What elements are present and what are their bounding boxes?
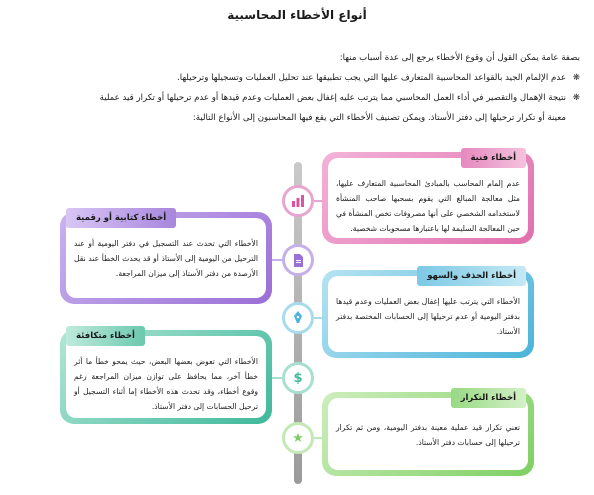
- timeline-node: [282, 244, 314, 276]
- card-title: أخطاء التكرار: [451, 388, 526, 408]
- card-omission: [322, 270, 534, 358]
- intro-section: [12, 48, 580, 128]
- bullet-continuation: معينة أو تكرار ترحيلها إلى دفتر الأستاذ. ويمكن تصنيف الأخطاء التي يقع فيها المحاسبون إلى الأنواع التالية:: [192, 113, 566, 123]
- pen-icon: [287, 307, 309, 329]
- card-title: أخطاء متكافئة: [66, 326, 145, 346]
- card-title: أخطاء كتابية أو رقمية: [66, 208, 176, 228]
- document-icon: [287, 249, 309, 271]
- chart-icon: [287, 190, 309, 212]
- card-technical: [322, 152, 534, 244]
- timeline-node: [282, 362, 314, 394]
- card-text: الأخطاء التي تعوض بعضها البعض، حيث يمحو خطأ ما أثر خطأ آخر، مما يحافظ على توازن ميزان المراجعة رغم وقوع أخطاء، وقد تحدث هذه الأخطاء إما أثناء التسجيل أو ترحيل الحسابات إلى دفتر الأستاذ.: [66, 336, 266, 418]
- bullet-text: نتيجة الإهمال والتقصير في أداء العمل المحاسبي مما يترتب عليه إغفال بعض العمليات وعدم قيدها أو عدم ترحيلها أو تكرار قيد عملية: [99, 93, 566, 103]
- dollar-icon: $: [287, 367, 309, 389]
- card-repetition: [322, 392, 534, 476]
- connector: [272, 259, 282, 261]
- star-icon: ★: [287, 427, 309, 449]
- timeline-node: [282, 422, 314, 454]
- page-title: أنواع الأخطاء المحاسبية: [227, 8, 367, 22]
- card-compensating: [60, 330, 272, 424]
- card-clerical: [60, 212, 272, 304]
- bullet-icon: ❋: [572, 73, 580, 83]
- card-title: أخطاء فنية: [461, 148, 526, 168]
- bullet-text: عدم الإلمام الجيد بالقواعد المحاسبية المتعارف عليها التي يجب تطبيقها عند تحليل العمليات وتسجيلها وترحيلها.: [177, 73, 566, 83]
- connector: [272, 377, 282, 379]
- card-text: عدم إلمام المحاسب بالمبادئ المحاسبية المتعارف عليها، مثل معالجة المبالغ التي يقوم بسحبها صاحب المنشأة لاستخدامه الشخصي على أنها مصروفات تخص المنشأة في حين المعالجة السليمة لها باعتبارها مسحوبات شخصية.: [328, 158, 528, 238]
- card-title: أخطاء الحذف والسهو: [417, 266, 526, 286]
- timeline-node: [282, 185, 314, 217]
- intro-text: بصفة عامة يمكن القول أن وقوع الأخطاء يرجع إلى عدة أسباب منها:: [339, 53, 580, 63]
- bullet-icon: ❋: [572, 93, 580, 103]
- card-text: الأخطاء التي يترتب عليها إغفال بعض العمليات وعدم قيدها بدفتر اليومية أو عدم ترحيلها إلى الحسابات المختصة بدفتر الأستاذ.: [328, 276, 528, 352]
- bullet-item: [12, 68, 580, 88]
- timeline-node: [282, 302, 314, 334]
- bullet-item: [12, 88, 580, 108]
- card-text: تعني تكرار قيد عملية معينة بدفتر اليومية، ومن ثم تكرار ترحيلها إلى حسابات دفتر الأستاذ.: [328, 398, 528, 470]
- card-text: الأخطاء التي تحدث عند التسجيل في دفتر اليومية أو عند الترحيل من اليومية إلى الأستاذ أو قد يحدث الخطأ عند نقل الأرصدة من دفتر الأستاذ إلى ميزان المراجعة.: [66, 218, 266, 298]
